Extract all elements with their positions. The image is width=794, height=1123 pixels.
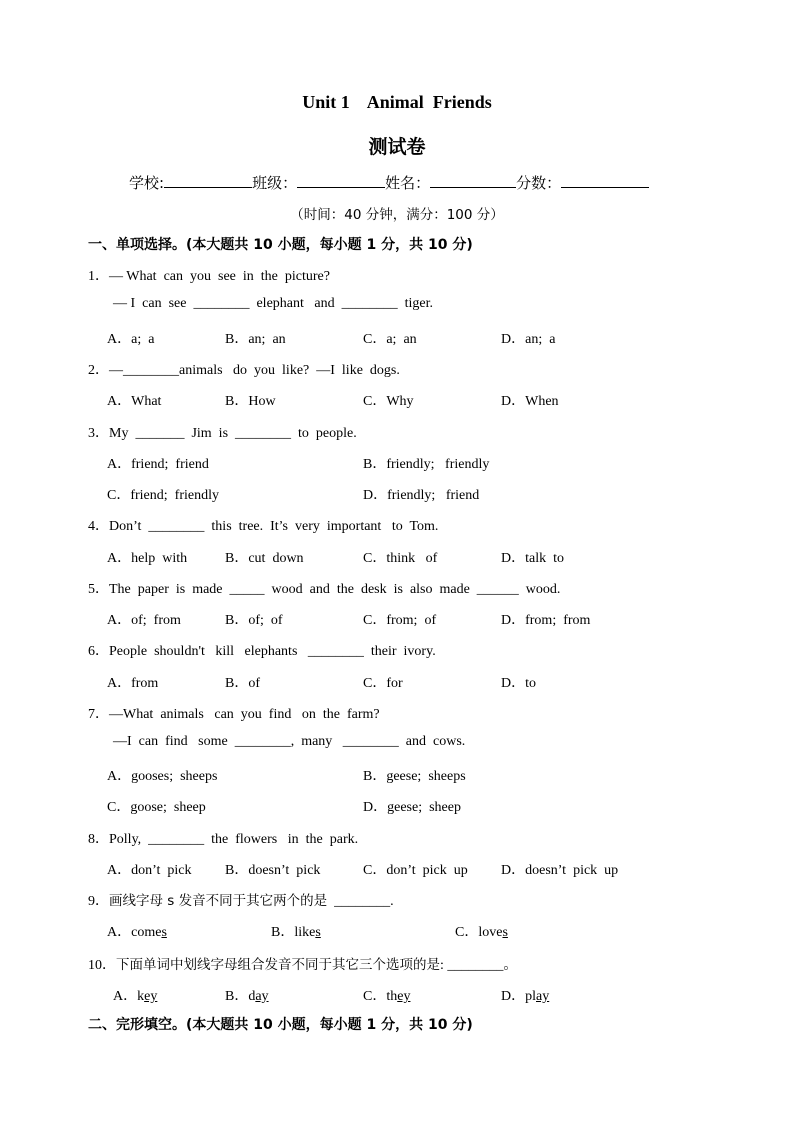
question-7-option-a[interactable]: A．gooses; sheeps <box>107 769 218 784</box>
question-4-option-a[interactable]: A．help with <box>107 551 188 566</box>
underlined-letter: s <box>315 925 321 940</box>
question-9-option-b[interactable] <box>271 921 321 941</box>
option-text: A．come <box>107 925 162 940</box>
question-10-option-a[interactable] <box>113 985 157 1005</box>
question-10-option-d[interactable] <box>501 985 549 1005</box>
question-3-option-c[interactable]: C．friend; friendly <box>107 488 219 503</box>
question-8-option-d[interactable]: D．doesn’t pick up <box>501 863 619 878</box>
question-1-option-a[interactable]: A．a; a <box>107 332 155 347</box>
school-label: 学校: <box>129 174 165 192</box>
page-subtitle: 测试卷 <box>368 136 426 158</box>
question-10-blank: : ________。 <box>440 958 518 973</box>
question-8-stem: 8．Polly, ________ the flowers in the park. <box>88 832 359 847</box>
option-text: D．pl <box>501 989 536 1004</box>
page-title: Unit 1 Animal Friends <box>302 92 492 112</box>
question-2-option-c[interactable]: C．Why <box>363 394 414 409</box>
question-9-option-a[interactable] <box>107 921 167 941</box>
name-blank[interactable] <box>430 172 516 188</box>
question-3-option-a[interactable]: A．friend; friend <box>107 457 209 472</box>
question-10-option-c[interactable] <box>363 985 410 1005</box>
question-5-option-d[interactable]: D．from; from <box>501 613 591 628</box>
question-9-text: 画线字母 s 发音不同于其它两个的是 <box>109 893 328 909</box>
question-1-option-b[interactable]: B．an; an <box>225 332 286 347</box>
question-2-stem: 2．—________animals do you like? —I like dogs. <box>88 363 400 378</box>
underlined-letters: ay <box>255 989 269 1004</box>
question-7-option-c[interactable]: C．goose; sheep <box>107 800 206 815</box>
question-5-stem: 5．The paper is made _____ wood and the desk is also made ______ wood. <box>88 582 561 597</box>
score-blank[interactable] <box>561 172 649 188</box>
question-3-option-d[interactable]: D．friendly; friend <box>363 488 480 503</box>
question-7-option-b[interactable]: B．geese; sheeps <box>363 769 466 784</box>
option-text: B．like <box>271 925 316 940</box>
section-heading-2: 二、完形填空。(本大题共 10 小题，每小题 1 分，共 10 分) <box>88 1017 473 1033</box>
question-4-option-d[interactable]: D．talk to <box>501 551 564 566</box>
question-9-number: 9． <box>88 894 109 909</box>
option-text: B．d <box>225 989 256 1004</box>
class-blank[interactable] <box>297 172 385 188</box>
question-10-text: 下面单词中划线字母组合发音不同于其它三个选项的是 <box>116 957 440 973</box>
underlined-letters: ey <box>144 989 158 1004</box>
underlined-letters: ay <box>536 989 550 1004</box>
class-label: 班级： <box>252 174 298 192</box>
question-10-option-b[interactable] <box>225 985 269 1005</box>
option-text: A．k <box>113 989 145 1004</box>
question-9-blank: ________. <box>327 894 394 909</box>
question-5-option-a[interactable]: A．of; from <box>107 613 181 628</box>
question-6-option-a[interactable]: A．from <box>107 676 159 691</box>
question-4-option-c[interactable]: C．think of <box>363 551 438 566</box>
question-4-option-b[interactable]: B．cut down <box>225 551 304 566</box>
question-1-stem-2: — I can see ________ elephant and ________ tiger. <box>113 296 433 311</box>
question-2-option-a[interactable]: A．What <box>107 394 162 409</box>
underlined-letter: s <box>502 925 508 940</box>
question-10-stem <box>88 953 517 974</box>
question-9-stem <box>88 889 394 910</box>
question-8-option-b[interactable]: B．doesn’t pick <box>225 863 321 878</box>
question-7-stem: 7．—What animals can you find on the farm? <box>88 707 380 722</box>
question-1-option-c[interactable]: C．a; an <box>363 332 417 347</box>
question-5-option-c[interactable]: C．from; of <box>363 613 437 628</box>
section-heading-1: 一、单项选择。(本大题共 10 小题，每小题 1 分，共 10 分) <box>88 237 473 253</box>
question-1-option-d[interactable]: D．an; a <box>501 332 556 347</box>
student-info-line <box>129 172 649 193</box>
question-7-option-d[interactable]: D．geese; sheep <box>363 800 461 815</box>
question-7-stem-2: —I can find some ________, many ________ and cows. <box>113 734 466 749</box>
question-2-option-b[interactable]: B．How <box>225 394 276 409</box>
question-1-stem: 1．— What can you see in the picture? <box>88 269 330 284</box>
underlined-letters: ey <box>397 989 411 1004</box>
question-6-stem: 6．People shouldn't kill elephants ________ their ivory. <box>88 644 436 659</box>
school-blank[interactable] <box>164 172 252 188</box>
question-6-option-b[interactable]: B．of <box>225 676 260 691</box>
question-3-stem: 3．My _______ Jim is ________ to people. <box>88 426 357 441</box>
time-info: （时间：40 分钟，满分：100 分） <box>290 207 504 223</box>
question-9-option-c[interactable] <box>455 921 508 941</box>
score-label: 分数： <box>516 174 562 192</box>
question-6-option-c[interactable]: C．for <box>363 676 403 691</box>
question-3-option-b[interactable]: B．friendly; friendly <box>363 457 490 472</box>
question-2-option-d[interactable]: D．When <box>501 394 559 409</box>
underlined-letter: s <box>161 925 167 940</box>
question-8-option-c[interactable]: C．don’t pick up <box>363 863 468 878</box>
question-4-stem: 4．Don’t ________ this tree. It’s very important to Tom. <box>88 519 439 534</box>
option-text: C．love <box>455 925 503 940</box>
question-6-option-d[interactable]: D．to <box>501 676 536 691</box>
question-5-option-b[interactable]: B．of; of <box>225 613 283 628</box>
option-text: C．th <box>363 989 398 1004</box>
question-8-option-a[interactable]: A．don’t pick <box>107 863 192 878</box>
question-10-number: 10． <box>88 958 116 973</box>
name-label: 姓名： <box>385 174 431 192</box>
